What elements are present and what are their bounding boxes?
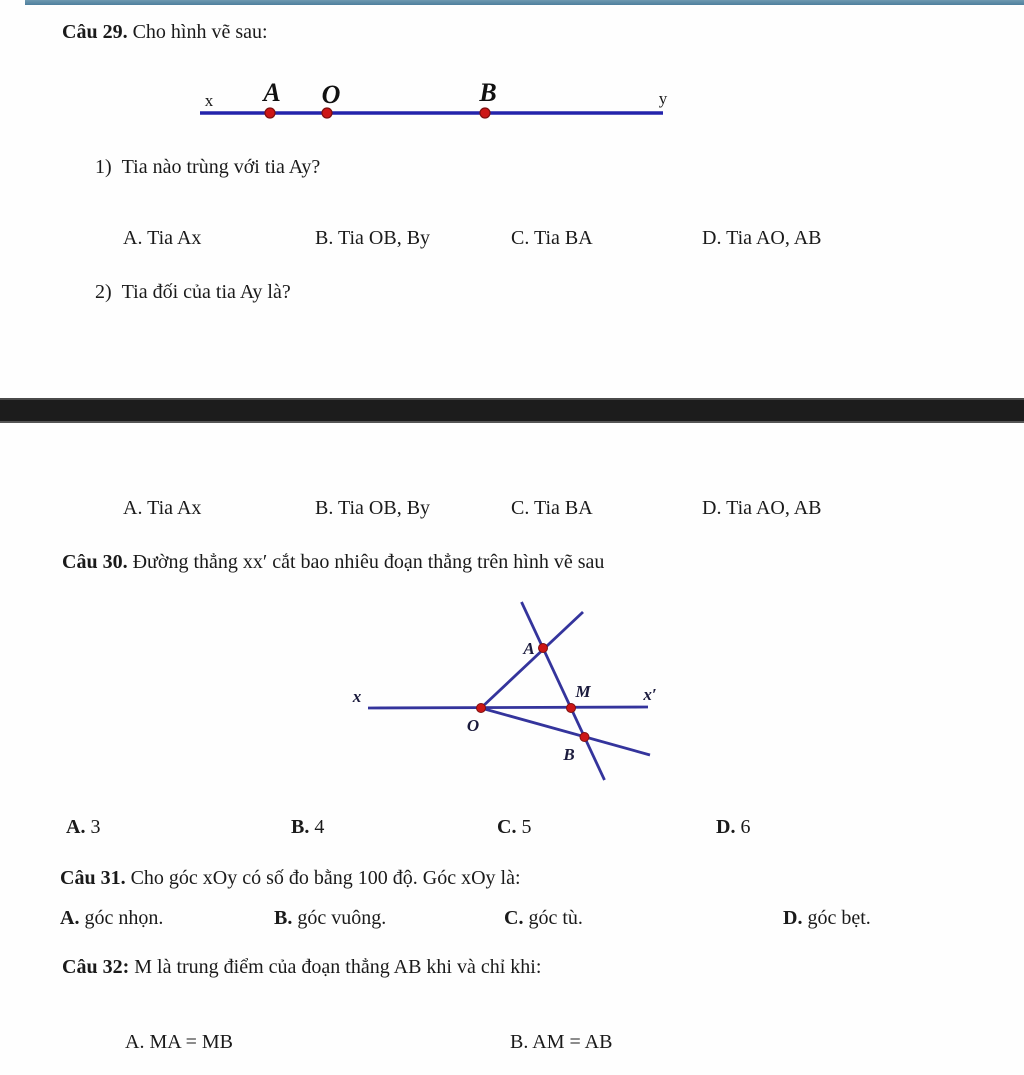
- option-a-letter: A.: [123, 227, 143, 249]
- option-a-text: Tia Ax: [147, 497, 202, 519]
- option-b-letter: B.: [315, 227, 334, 249]
- option-c-letter: C.: [497, 816, 517, 838]
- option-b-text: AM = AB: [532, 1031, 613, 1053]
- option-c: [504, 907, 583, 930]
- point-M-dot: [567, 704, 576, 713]
- option-a: [123, 497, 201, 520]
- sub-1-number: 1): [95, 156, 112, 178]
- question-29-figure: [190, 75, 680, 135]
- question-32-number: Câu 32:: [62, 956, 130, 978]
- option-b-text: góc vuông.: [297, 907, 387, 929]
- option-d-letter: D.: [702, 497, 722, 519]
- option-c-letter: C.: [511, 227, 530, 249]
- question-31-text: Cho góc xOy có số đo bằng 100 độ. Góc xOy là:: [130, 867, 521, 889]
- option-d: [702, 497, 822, 520]
- option-b: [510, 1031, 612, 1054]
- option-d-text: 6: [740, 816, 751, 838]
- option-d-text: Tia AO, AB: [726, 497, 822, 519]
- question-31-header: [60, 867, 521, 890]
- option-d: [716, 816, 750, 839]
- option-b: [315, 227, 430, 250]
- option-d-letter: D.: [783, 907, 803, 929]
- option-b-text: Tia OB, By: [337, 497, 431, 519]
- question-29-number: Câu 29.: [62, 21, 128, 43]
- sub-2-number: 2): [95, 281, 112, 303]
- option-a-letter: A.: [66, 816, 86, 838]
- option-a-text: 3: [90, 816, 101, 838]
- label-O: O: [321, 80, 341, 109]
- option-b-letter: B.: [315, 497, 334, 519]
- option-a: [66, 816, 100, 839]
- option-a-letter: A.: [60, 907, 80, 929]
- label-B: B: [479, 78, 497, 107]
- question-31-number: Câu 31.: [60, 867, 126, 889]
- label-A: A: [263, 78, 281, 107]
- option-b-text: 4: [314, 816, 325, 838]
- option-c-letter: C.: [511, 497, 530, 519]
- option-b-text: Tia OB, By: [337, 227, 431, 249]
- point-O-dot: [477, 704, 486, 713]
- question-30-figure: [340, 590, 670, 790]
- option-c-text: Tia BA: [533, 497, 593, 519]
- label-B: B: [563, 745, 575, 764]
- option-d-text: góc bẹt.: [807, 907, 871, 929]
- label-x: x: [352, 687, 362, 706]
- option-c: [511, 497, 593, 520]
- option-d-text: Tia AO, AB: [726, 227, 822, 249]
- sub-2-text: Tia đối của tia Ay là?: [121, 281, 291, 303]
- option-c-text: Tia BA: [533, 227, 593, 249]
- option-c-text: 5: [521, 816, 532, 838]
- option-a-letter: A.: [125, 1031, 145, 1053]
- option-b-letter: B.: [510, 1031, 529, 1053]
- option-c: [497, 816, 531, 839]
- question-30-text: Đường thẳng xx′ cắt bao nhiêu đoạn thẳng trên hình vẽ sau: [132, 551, 605, 573]
- point-A-dot: [265, 108, 275, 118]
- option-d: [702, 227, 822, 250]
- point-A-dot: [539, 644, 548, 653]
- option-a: [60, 907, 163, 930]
- option-b-letter: B.: [274, 907, 293, 929]
- point-O-dot: [322, 108, 332, 118]
- label-A: A: [523, 639, 535, 658]
- question-29-text: Cho hình vẽ sau:: [132, 21, 268, 43]
- question-30-header: [62, 551, 604, 574]
- option-c-letter: C.: [504, 907, 524, 929]
- option-c-text: góc tù.: [528, 907, 583, 929]
- point-B-dot: [480, 108, 490, 118]
- label-x-prime: x′: [643, 685, 657, 704]
- option-a: [123, 227, 201, 250]
- question-29-header: [62, 21, 268, 44]
- option-b: [315, 497, 430, 520]
- label-M: M: [575, 682, 591, 701]
- point-B-dot: [580, 733, 589, 742]
- question-30-number: Câu 30.: [62, 551, 128, 573]
- option-a-text: Tia Ax: [147, 227, 202, 249]
- label-O: O: [466, 716, 480, 735]
- option-a-letter: A.: [123, 497, 143, 519]
- option-c: [511, 227, 593, 250]
- label-y: y: [658, 89, 668, 108]
- sub-1-text: Tia nào trùng với tia Ay?: [121, 156, 321, 178]
- line-xx-prime: [368, 707, 648, 708]
- option-d-letter: D.: [702, 227, 722, 249]
- option-a-text: MA = MB: [149, 1031, 233, 1053]
- option-b: [291, 816, 324, 839]
- question-29-sub-2: [95, 281, 291, 304]
- question-32-header: [62, 956, 541, 979]
- option-a-text: góc nhọn.: [84, 907, 164, 929]
- top-edge-bar: [25, 0, 1024, 5]
- black-divider-band: [0, 398, 1024, 423]
- option-d: [783, 907, 871, 930]
- option-b-letter: B.: [291, 816, 310, 838]
- option-d-letter: D.: [716, 816, 736, 838]
- option-a: [125, 1031, 233, 1054]
- question-29-sub-1: [95, 156, 320, 179]
- option-b: [274, 907, 386, 930]
- label-x: x: [204, 91, 214, 110]
- question-32-text: M là trung điểm của đoạn thẳng AB khi và chỉ khi:: [134, 956, 542, 978]
